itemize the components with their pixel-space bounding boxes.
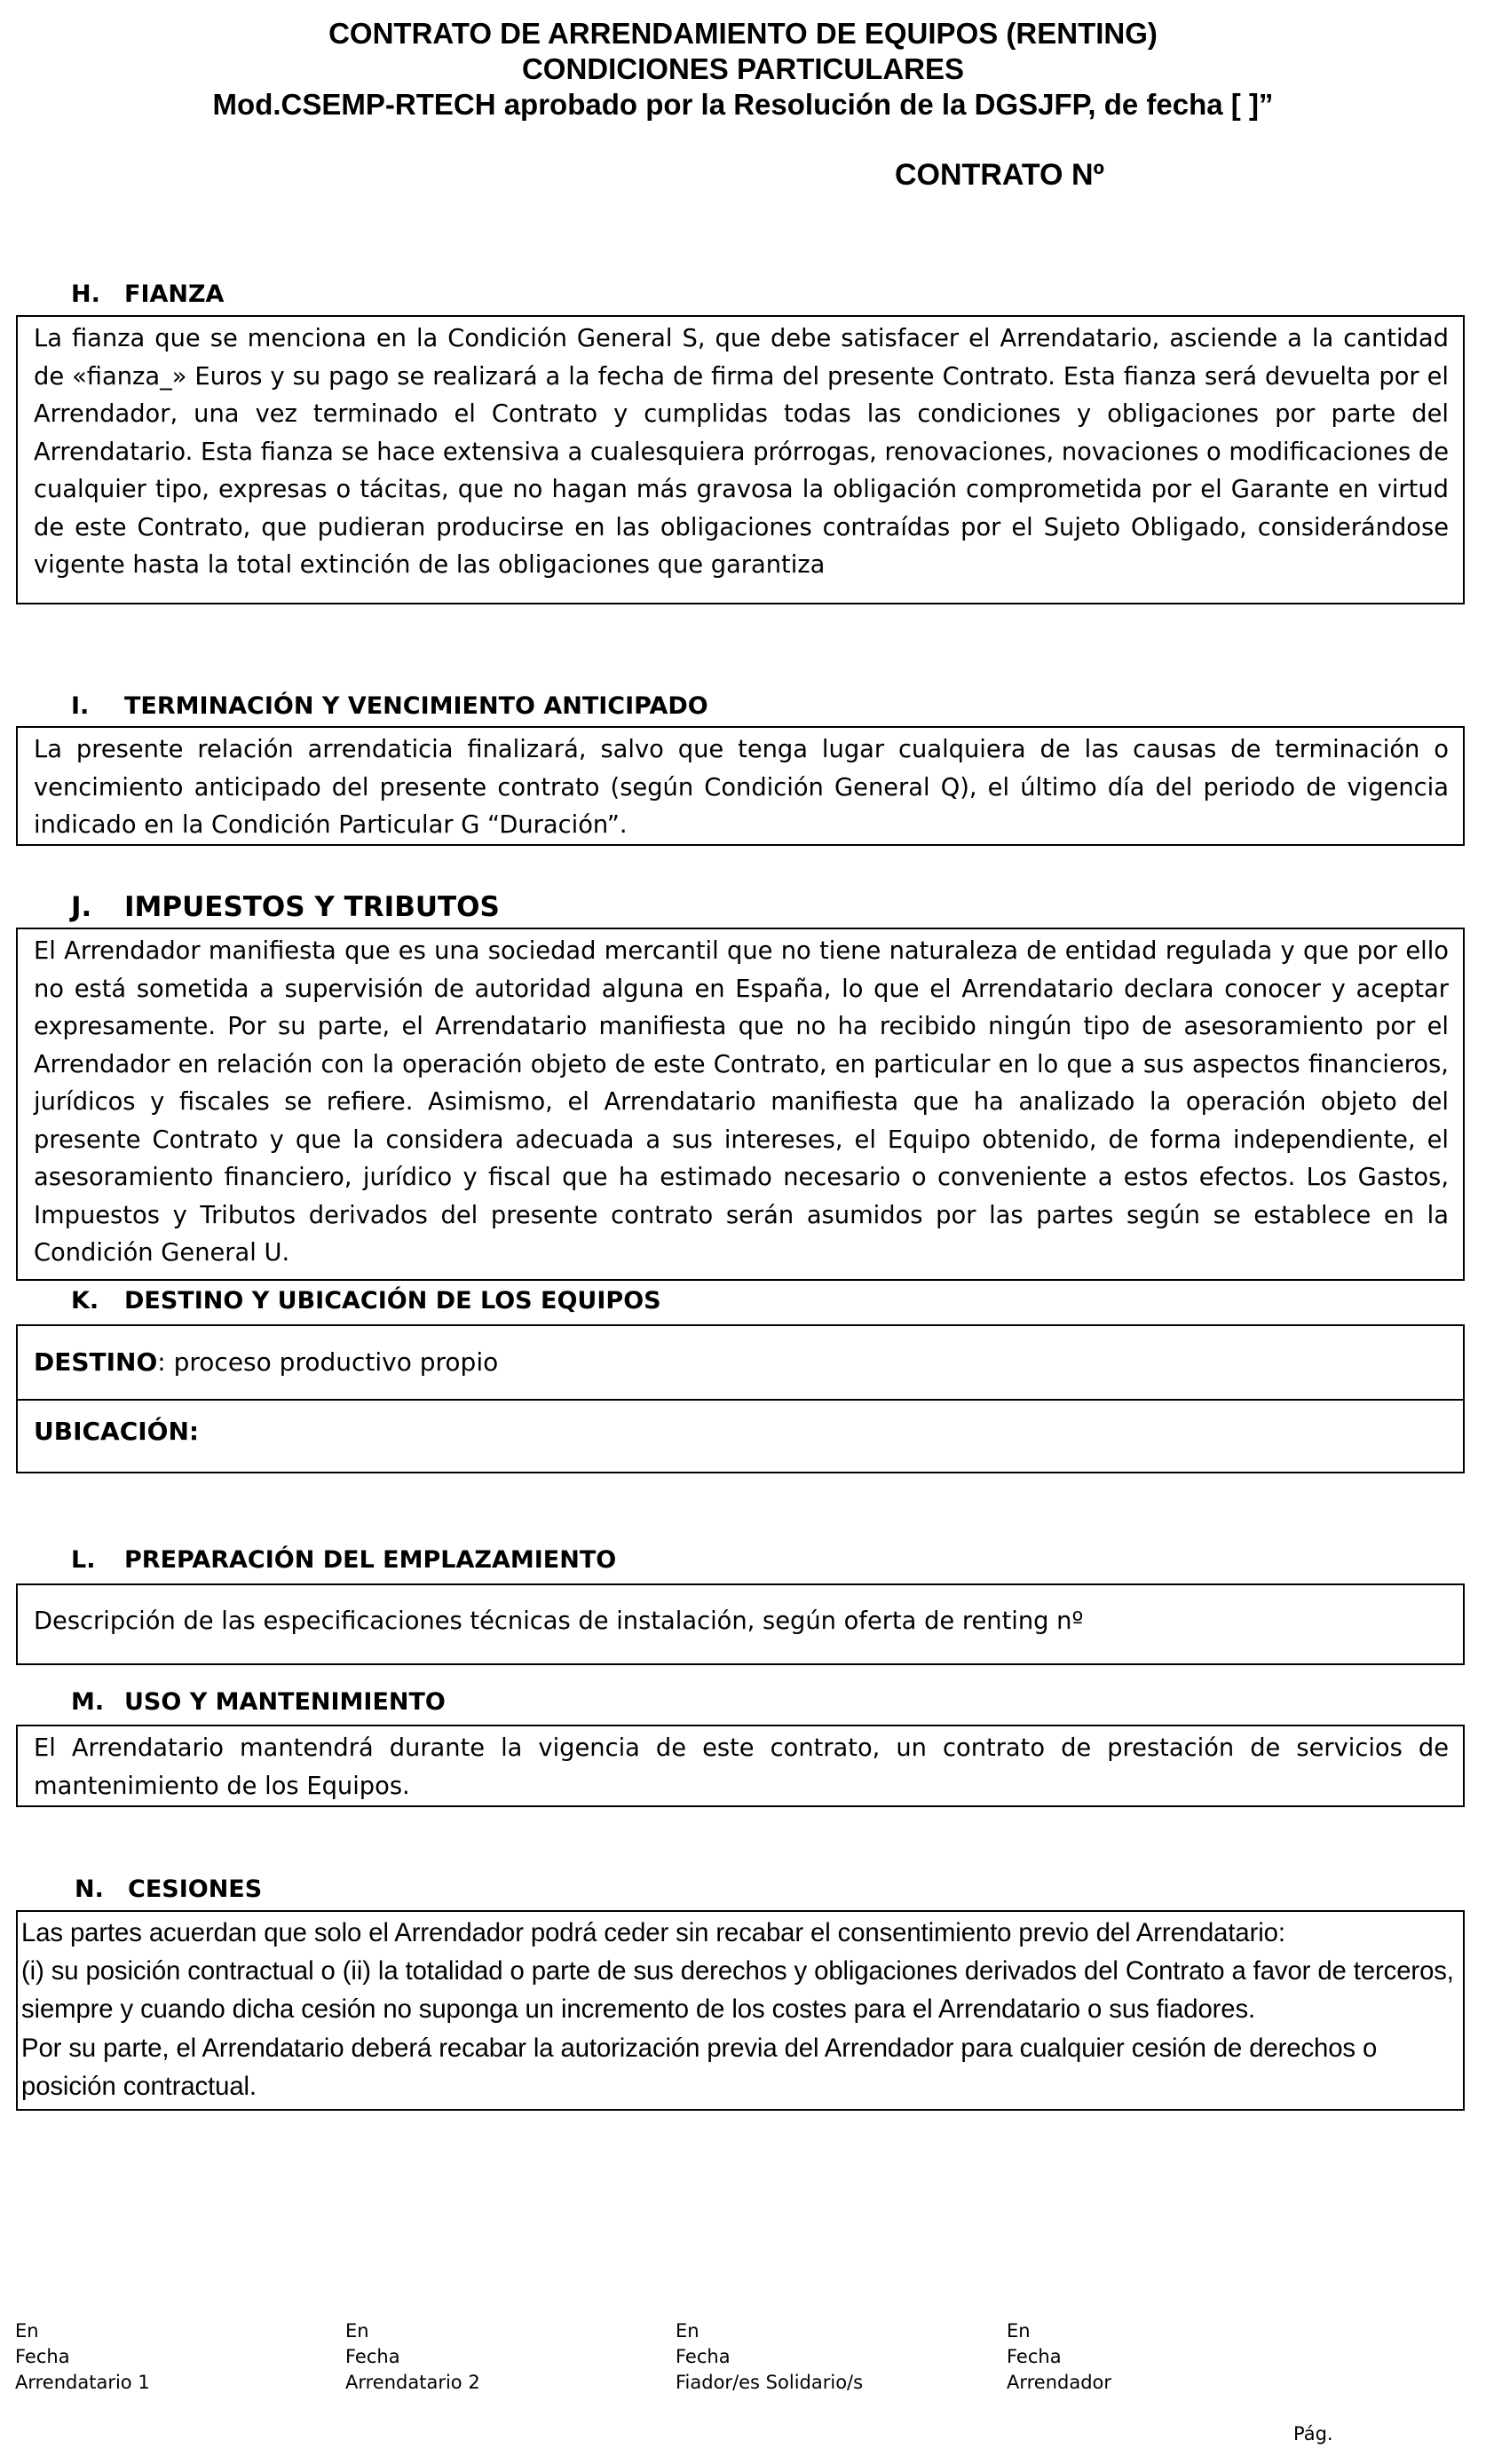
destino-row (18, 1326, 1463, 1401)
section-title: DESTINO Y UBICACIÓN DE LOS EQUIPOS (124, 1287, 661, 1315)
signature-place: En (1007, 2320, 1031, 2342)
signature-place: En (15, 2320, 39, 2342)
document-subtitle: CONDICIONES PARTICULARES (521, 52, 965, 85)
signature-party: Arrendador (1007, 2372, 1112, 2393)
section-title: TERMINACIÓN Y VENCIMIENTO ANTICIPADO (124, 692, 708, 720)
section-box-cesiones (16, 1910, 1465, 2111)
signature-date: Fecha (1007, 2346, 1062, 2367)
signature-place: En (676, 2320, 700, 2342)
signature-party: Arrendatario 2 (345, 2372, 480, 2393)
signature-date: Fecha (345, 2346, 400, 2367)
section-heading-i (71, 691, 708, 723)
section-text: El Arrendador manifiesta que es una sociedad mercantil que no tiene naturaleza de entidad regulada y que por ello no está sometida a supervisión de autoridad alguna en España, lo que el Arrendatario declara conocer y aceptar expresamente. Por su parte, el Arrendatario manifiesta que no ha recibido ningún tipo de asesoramiento por el Arrendador en relación con la operación objeto de este Contrato, en particular en lo que a sus aspectos financieros, jurídicos y fiscales se refiere. Asimismo, el Arrendatario manifiesta que ha analizado la operación objeto del presente Contrato y que la considera adecuada a sus intereses, el Equipo obtenido, de forma independiente, el asesoramiento financiero, jurídico y fiscal que ha estimado necesario o conveniente a estos efectos. Los Gastos, Impuestos y Tributos derivados del presente contrato serán asumidos por las partes según se establece en la Condición General U. (34, 937, 1449, 1267)
section-letter: I. (71, 692, 90, 720)
section-letter: N. (75, 1876, 104, 1903)
section-letter: L. (71, 1546, 96, 1574)
section-box-mantenimiento (16, 1725, 1465, 1807)
document-title: CONTRATO DE ARRENDAMIENTO DE EQUIPOS (RENTING) (328, 17, 1158, 50)
section-box-fianza (16, 315, 1465, 604)
section-text: La fianza que se menciona en la Condición General S, que debe satisfacer el Arrendatario, asciende a la cantidad de «fianza_» Euros y su pago se realizará a la fecha de firma del presente Contrato. Esta fianza será devuelta por el Arrendador, una vez terminado el Contrato y cumplidas todas las condiciones y obligaciones por parte del Arrendatario. Esta fianza se hace extensiva a cualesquiera prórrogas, renovaciones, novaciones o modificaciones de cualquier tipo, expresas o tácitas, que no hagan más gravosa la obligación comprometida por el Garante en virtud de este Contrato, que pudieran producirse en las obligaciones contraídas por el Sujeto Obligado, considerándose vigente hasta la total extinción de las obligaciones que garantiza (34, 325, 1449, 579)
section-box-emplazamiento (16, 1583, 1465, 1665)
ubicacion-row (18, 1401, 1463, 1459)
section-box-terminacion (16, 726, 1465, 846)
signature-date: Fecha (15, 2346, 70, 2367)
section-letter: M. (71, 1688, 105, 1716)
section-text: El Arrendatario mantendrá durante la vigencia de este contrato, un contrato de prestación de servicios de mantenimiento de los Equipos. (34, 1734, 1449, 1800)
signature-party: Arrendatario 1 (15, 2372, 150, 2393)
section-heading-h (71, 279, 224, 311)
signature-place: En (345, 2320, 369, 2342)
signature-block-arrendatario-1 (15, 2318, 150, 2396)
cesiones-line-1: Las partes acuerdan que solo el Arrendador podrá ceder sin recabar el consentimiento previo del Arrendatario: (21, 1918, 1285, 1947)
section-text: La presente relación arrendaticia finalizará, salvo que tenga lugar cualquiera de las causas de terminación o vencimiento anticipado del presente contrato (según Condición General Q), el último día del periodo de vigencia indicado en la Condición Particular G “Duración”. (34, 736, 1449, 839)
signature-block-arrendatario-2 (345, 2318, 480, 2396)
section-letter: K. (71, 1287, 99, 1315)
section-title: CESIONES (128, 1876, 263, 1903)
section-title: FIANZA (124, 280, 225, 308)
section-text: Descripción de las especificaciones técnicas de instalación, según oferta de renting nº (34, 1607, 1084, 1635)
section-heading-n (75, 1874, 262, 1906)
signature-block-fiador (676, 2318, 863, 2396)
section-heading-j (71, 891, 500, 923)
signature-party: Fiador/es Solidario/s (676, 2372, 864, 2393)
cesiones-line-3: Por su parte, el Arrendatario deberá recabar la autorización previa del Arrendador para cualquier cesión de derechos o posición contractual. (21, 2033, 1378, 2101)
signature-block-arrendador (1007, 2318, 1111, 2396)
destino-label: DESTINO (34, 1347, 158, 1377)
section-title: IMPUESTOS Y TRIBUTOS (124, 891, 500, 923)
section-heading-m (71, 1686, 446, 1718)
section-letter: J. (71, 891, 92, 923)
document-model-reference: Mod.CSEMP-RTECH aprobado por la Resolución de la DGSJFP, de fecha [ ]” (212, 88, 1274, 121)
section-box-impuestos (16, 928, 1465, 1281)
ubicacion-label: UBICACIÓN: (34, 1417, 200, 1446)
signature-date: Fecha (676, 2346, 731, 2367)
destino-value: : proceso productivo propio (157, 1347, 499, 1377)
page-number-label: Pág. (1293, 2423, 1333, 2444)
contract-number-label: CONTRATO Nº (895, 158, 1104, 192)
section-heading-l (71, 1544, 616, 1576)
section-heading-k (71, 1285, 661, 1317)
section-letter: H. (71, 280, 100, 308)
section-title: PREPARACIÓN DEL EMPLAZAMIENTO (124, 1546, 617, 1574)
section-title: USO Y MANTENIMIENTO (124, 1688, 446, 1716)
cesiones-line-2: (i) su posición contractual o (ii) la totalidad o parte de sus derechos y obligaciones derivados del Contrato a favor de terceros, siempre y cuando dicha cesión no suponga un incremento de los costes para el Arrendatario o sus fiadores. (21, 1956, 1454, 2025)
section-box-destino (16, 1324, 1465, 1473)
